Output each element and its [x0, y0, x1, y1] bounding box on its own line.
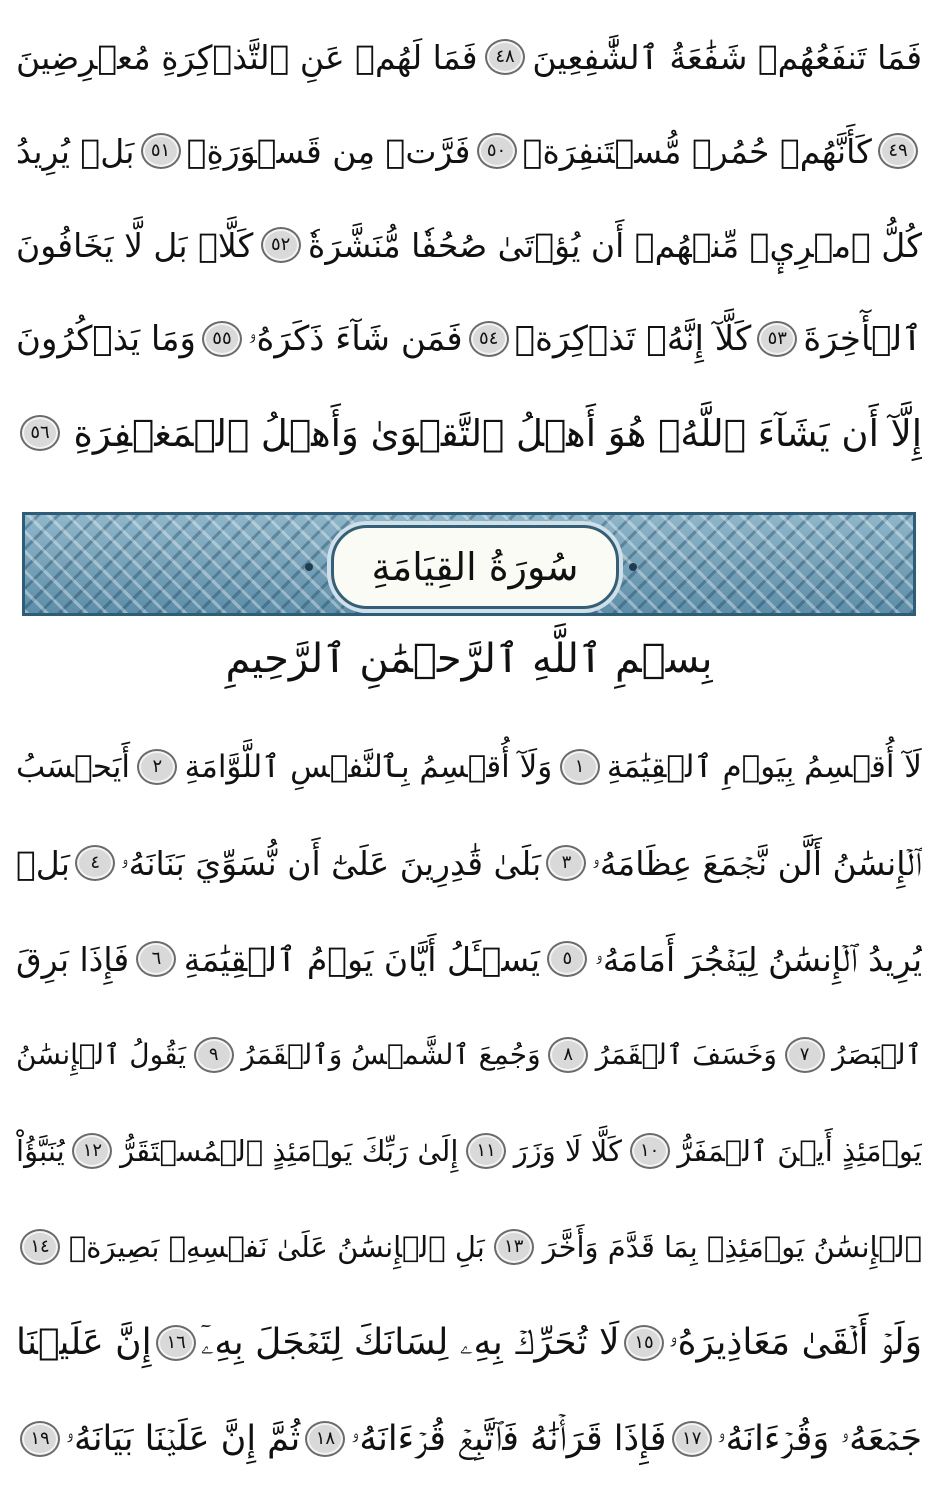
verse-text: بَلَىٰ قَٰدِرِينَ عَلَىٰٓ أَن نُّسَوِّيَ بَنَانَهُۥ: [120, 843, 542, 883]
verse-text: يَسۡـَٔلُ أَيَّانَ يَوۡمُ ٱلۡقِيَٰمَةِ: [183, 939, 541, 979]
verse-line: [16, 390, 922, 476]
verse-text: فَإِذَا بَرِقَ: [16, 939, 130, 979]
verse-text: يَقُولُ ٱلۡإِنسَٰنُ: [16, 1038, 187, 1071]
verse-line: [16, 916, 922, 1002]
ornament-dot-icon: [629, 563, 637, 571]
verse-line: [16, 108, 922, 194]
verse-line: [16, 1012, 922, 1098]
verse-line: [16, 1396, 922, 1482]
ayah-number-marker: ١٥: [624, 1325, 664, 1361]
verse-text: يُرِيدُ ٱلۡإِنسَٰنُ لِيَفۡجُرَ أَمَامَهُۥ: [594, 939, 922, 979]
verse-line: [16, 1300, 922, 1386]
verse-text: وَلَوۡ أَلۡقَىٰ مَعَاذِيرَهُۥ: [668, 1322, 922, 1363]
ayah-number-marker: ٥٣: [757, 321, 797, 357]
verse-text: وَخَسَفَ ٱلۡقَمَرُ: [595, 1038, 777, 1071]
ayah-number-marker: ٤: [75, 845, 115, 881]
ayah-number-marker: ٦: [136, 941, 176, 977]
verse-text: فَرَّتۡ مِن قَسۡوَرَةِۭ: [186, 131, 471, 171]
ayah-number-marker: ٥٤: [469, 321, 509, 357]
ayah-number-marker: ١٠: [630, 1133, 670, 1169]
verse-text: فَمَن شَآءَ ذَكَرَهُۥ: [248, 319, 463, 359]
verse-line: [16, 724, 922, 810]
ayah-number-marker: ٥١: [141, 133, 181, 169]
ayah-number-marker: ٤٩: [878, 133, 918, 169]
verse-text: وَجُمِعَ ٱلشَّمۡسُ وَٱلۡقَمَرُ: [241, 1038, 541, 1071]
verse-text: بَلۡ: [16, 843, 70, 883]
ayah-number-marker: ٩: [194, 1037, 234, 1073]
verse-text: ٱلۡإِنسَٰنُ يَوۡمَئِذِۭ بِمَا قَدَّمَ وَأَخَّرَ: [542, 1229, 922, 1264]
verse-line: [16, 14, 922, 100]
ornament-dot-icon: [305, 563, 313, 571]
verse-text: وَمَا يَذۡكُرُونَ: [16, 319, 196, 359]
ayah-number-marker: ٤٨: [485, 39, 525, 75]
ayah-number-marker: ٢: [137, 749, 177, 785]
basmala: بِسۡمِ ٱللَّهِ ٱلرَّحۡمَٰنِ ٱلرَّحِيمِ: [225, 636, 713, 682]
verse-text: إِلَىٰ رَبِّكَ يَوۡمَئِذٍ ٱلۡمُسۡتَقَرُّ: [120, 1133, 459, 1168]
ayah-number-marker: ١٢: [72, 1133, 112, 1169]
ayah-number-marker: ٧: [785, 1037, 825, 1073]
verse-text: ٱلۡإِنسَٰنُ أَلَّن نَّجۡمَعَ عِظَامَهُۥ: [591, 843, 922, 883]
verse-text: ٱلۡبَصَرُ: [832, 1038, 922, 1071]
ayah-number-marker: ١٦: [156, 1325, 196, 1361]
ayah-number-marker: ١١: [466, 1133, 506, 1169]
verse-text: فَمَا تَنفَعُهُمۡ شَفَٰعَةُ ٱلشَّٰفِعِينَ: [532, 37, 922, 77]
verse-text: فَمَا لَهُمۡ عَنِ ٱلتَّذۡكِرَةِ مُعۡرِضِينَ: [16, 37, 478, 77]
verse-line: [16, 296, 922, 382]
ayah-number-marker: ٥: [547, 941, 587, 977]
verse-text: كَلَّاۖ بَل لَّا يَخَافُونَ: [16, 225, 254, 265]
verse-text: يَوۡمَئِذٍ أَيۡنَ ٱلۡمَفَرُّ: [677, 1133, 922, 1168]
verse-text: ثُمَّ إِنَّ عَلَيۡنَا بَيَانَهُۥ: [65, 1418, 301, 1459]
ayah-number-marker: ١٧: [672, 1421, 712, 1457]
verse-text: إِنَّ عَلَيۡنَا: [16, 1322, 152, 1363]
surah-title-frame: [331, 525, 619, 609]
ayah-number-marker: ٥٢: [261, 227, 301, 263]
ayah-number-marker: ١٣: [494, 1229, 534, 1265]
verse-text: لَا تُحَرِّكۡ بِهِۦ لِسَانَكَ لِتَعۡجَلَ بِهِۦٓ: [200, 1322, 620, 1363]
ayah-number-marker: ١٩: [20, 1421, 60, 1457]
verse-text: وَلَآ أُقۡسِمُ بِٱلنَّفۡسِ ٱللَّوَّامَةِ: [184, 748, 553, 785]
verse-line: [16, 1108, 922, 1194]
verse-text: فَإِذَا قَرَأۡنَٰهُ فَٱتَّبِعۡ قُرۡءَانَهُۥ: [350, 1418, 667, 1459]
ayah-number-marker: ١٨: [305, 1421, 345, 1457]
verse-text: أَيَحۡسَبُ: [16, 748, 130, 785]
verse-text: بَلۡ يُرِيدُ: [16, 131, 135, 171]
surah-header-banner: [22, 512, 916, 616]
ayah-number-marker: ٥٥: [202, 321, 242, 357]
ayah-number-marker: ٣: [546, 845, 586, 881]
ayah-number-marker: ٥٠: [477, 133, 517, 169]
verse-text: ٱلۡأٓخِرَةَ: [803, 319, 922, 359]
verse-text: جَمۡعَهُۥ وَقُرۡءَانَهُۥ: [716, 1418, 922, 1459]
ayah-number-marker: ٥٦: [20, 415, 60, 451]
verse-text: لَآ أُقۡسِمُ بِيَوۡمِ ٱلۡقِيَٰمَةِ: [606, 748, 922, 785]
verse-text: كَلَّآ إِنَّهُۥ تَذۡكِرَةٞ: [514, 319, 752, 359]
verse-text: كَأَنَّهُمۡ حُمُرٞ مُّسۡتَنفِرَةٞ: [522, 131, 872, 171]
verse-line: [16, 820, 922, 906]
verse-line: [16, 202, 922, 288]
ayah-number-marker: ١٤: [20, 1229, 60, 1265]
verse-line: [16, 1204, 922, 1290]
verse-text: إِلَّآ أَن يَشَآءَ ٱللَّهُۚ هُوَ أَهۡلُ ٱلتَّقۡوَىٰ وَأَهۡلُ ٱلۡمَغۡفِرَةِ: [73, 411, 922, 455]
verse-text: كُلُّ ٱمۡرِيٕٖ مِّنۡهُمۡ أَن يُؤۡتَىٰ صُحُفٗا مُّنَشَّرَةٗ: [308, 225, 922, 265]
verse-text: بَلِ ٱلۡإِنسَٰنُ عَلَىٰ نَفۡسِهِۦ بَصِيرَةٞ: [68, 1229, 485, 1264]
surah-title: سُورَةُ القِيَامَةِ: [371, 545, 579, 589]
ayah-number-marker: ٨: [548, 1037, 588, 1073]
ayah-number-marker: ١: [560, 749, 600, 785]
verse-text: يُنَبَّؤُاْ: [16, 1133, 65, 1168]
verse-text: كَلَّا لَا وَزَرَ: [513, 1133, 622, 1168]
